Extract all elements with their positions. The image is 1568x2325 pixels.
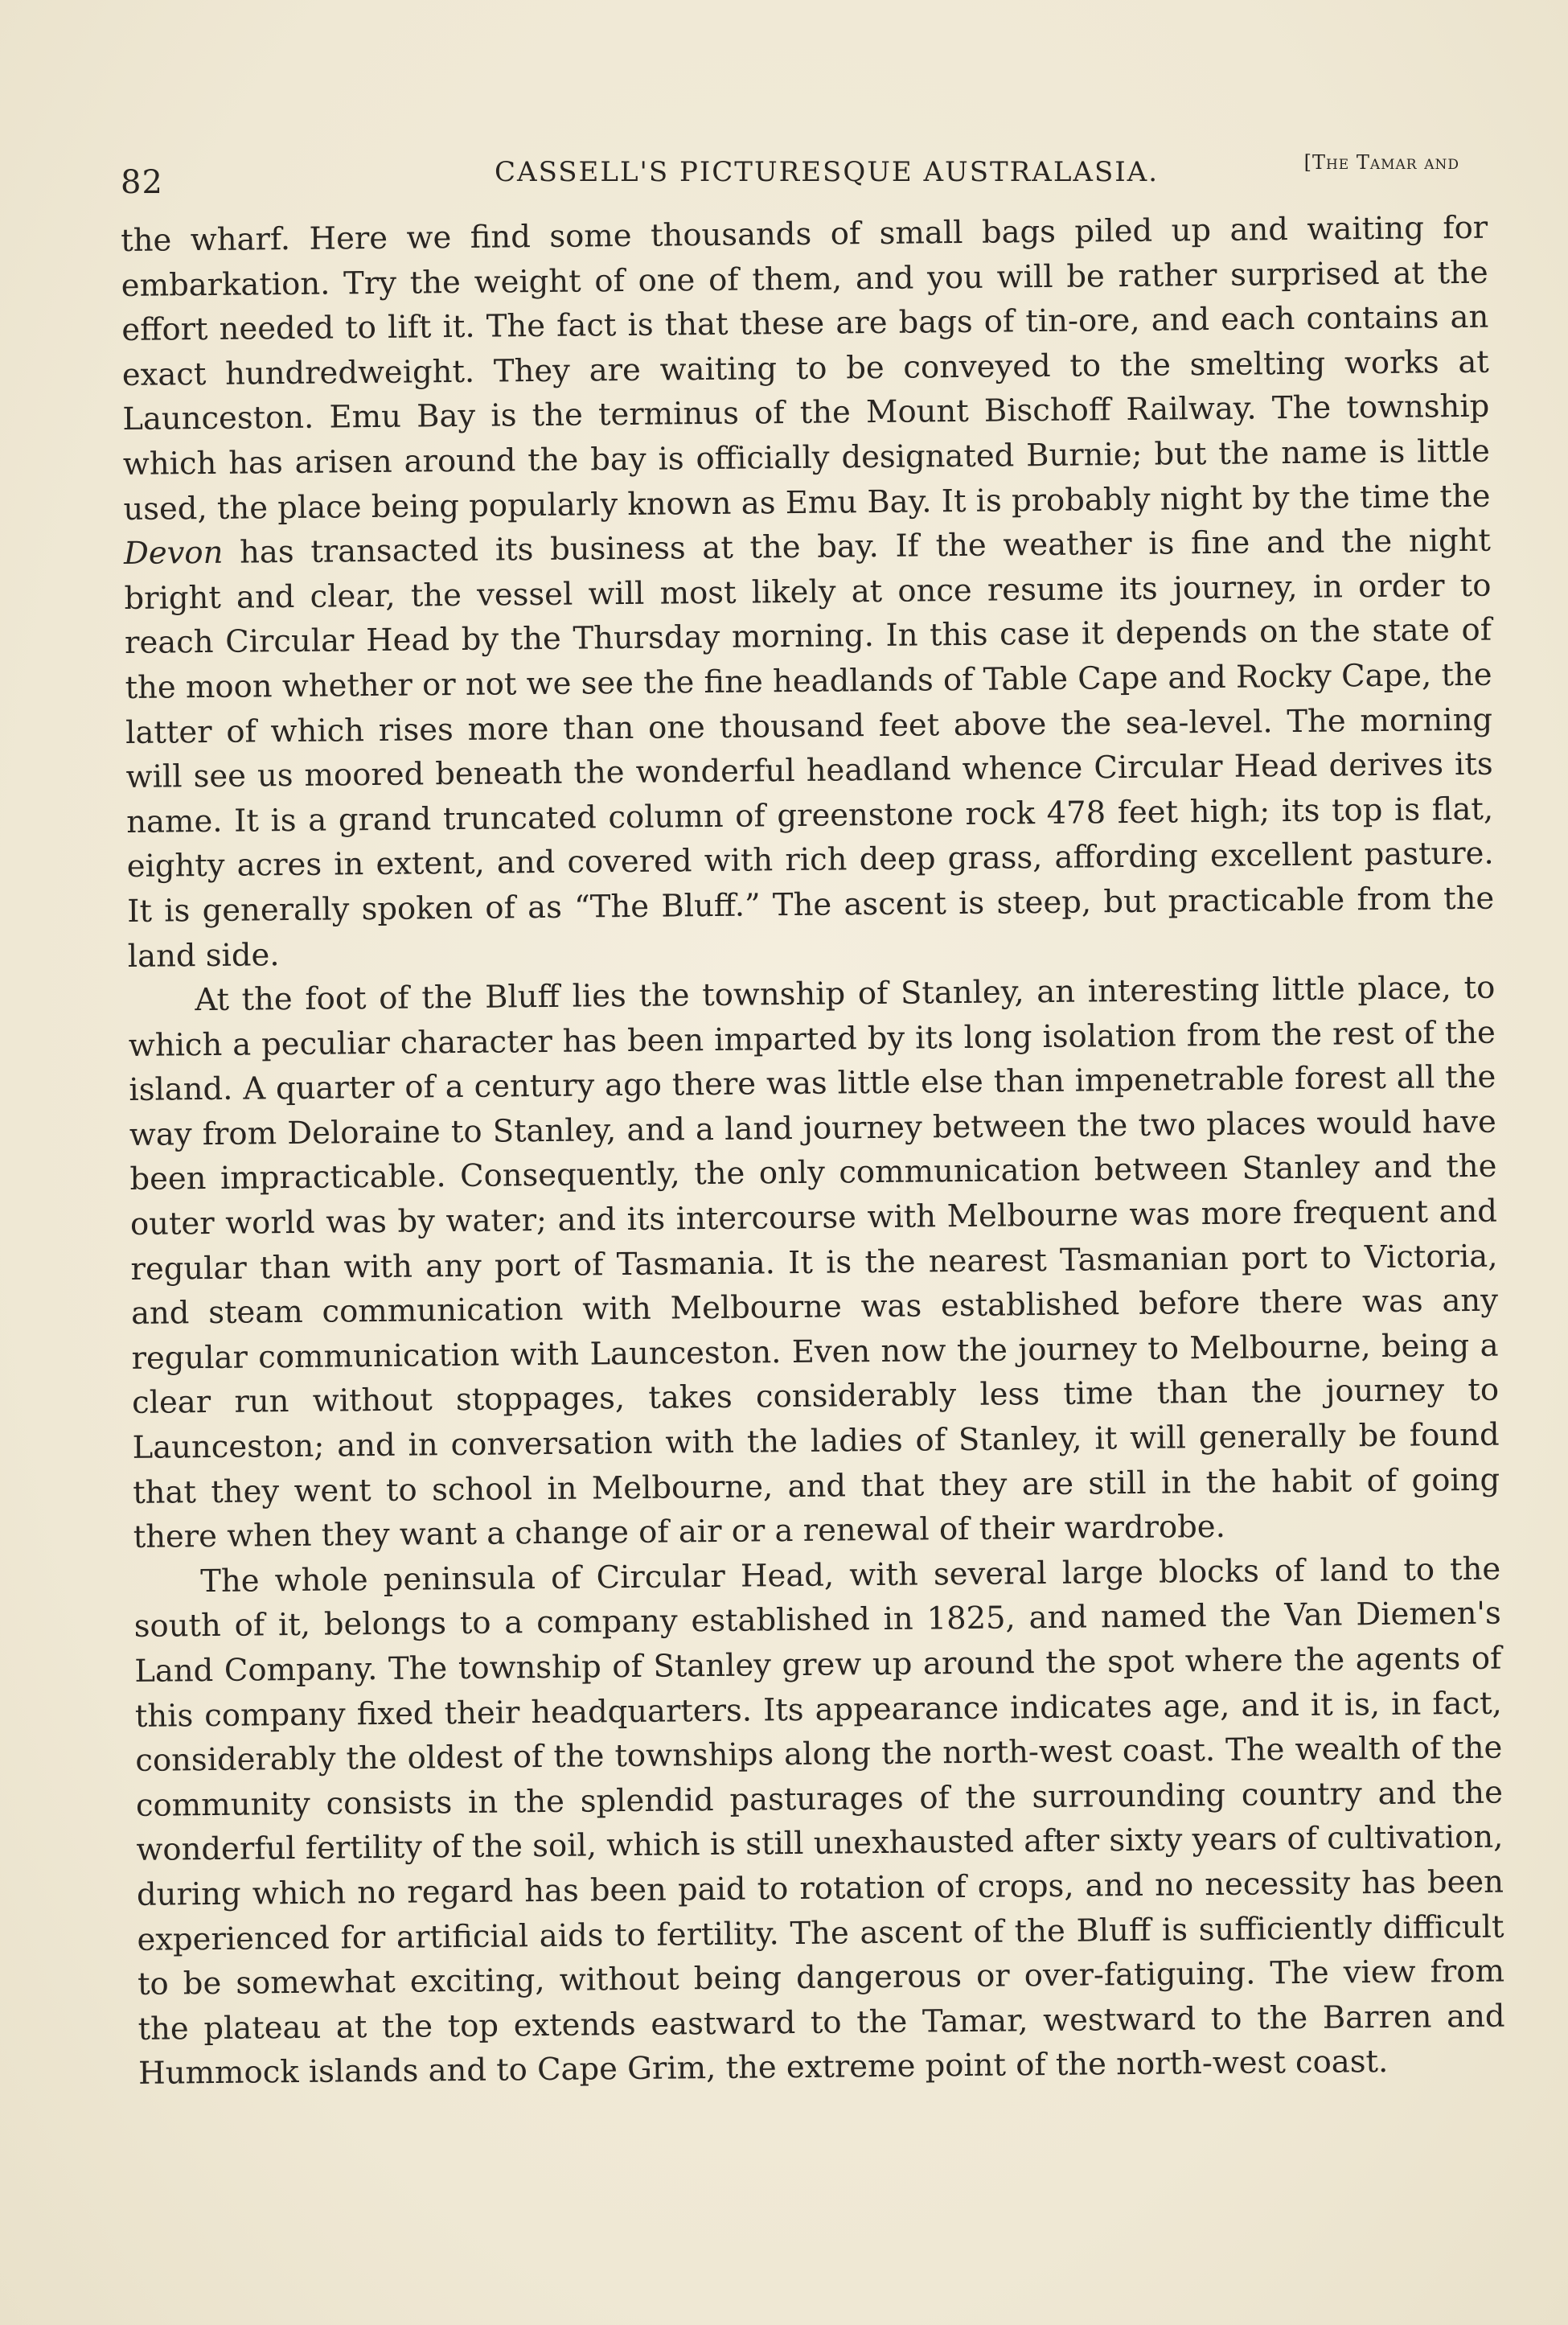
paragraph-3: The whole peninsula of Circular Head, with several large blocks of land to the south of it, belongs to a company established in 1825, and named the Van Diemen's Land Company. The township of Stanley grew up around the spot where the agents of this company fixed their headquarters. Its appearance indicates age, and it is, in fact, considerably the oldest of the townships along the north-west coast. The wealth of the community consists in the splendid pasturages of the surrounding country and the wonderful fertility of the soil, which is still unexhausted after sixty years of cultivation, during which no regard has been paid to rotation of crops, and no necessity has been experienced for artificial aids to fertility. The ascent of the Bluff is sufficiently difficult to be somewhat exciting, without being dangerous or over-fatiguing. The view from the plateau at the top extends eastward to the Tamar, westward to the Barren and Hummock islands and to Cape Grim, the extreme point of the north-west coast. <box>133 1551 1505 2093</box>
paragraph-1 <box>121 206 1495 979</box>
body-text <box>121 206 1505 2097</box>
running-title: CASSELL'S PICTURESQUE AUSTRALASIA. <box>495 156 1160 188</box>
page-number: 82 <box>121 164 163 201</box>
ship-name-devon: Devon <box>123 534 224 573</box>
page-header <box>121 143 1459 199</box>
paragraph-1-text-after: has transacted its business at the bay. If the weather is fine and the night bright and clear, the vessel will most likely at once resume its journey, in order to reach Circular Head by the Thursday morning. In this case it depends on the state of the moon whether or not we see the fine headlands of Table Cape and Rocky Cape, the latter of which rises more than one thousand feet above the sea-level. The morning will see us moored beneath the wonderful headland whence Circular Head derives its name. It is a grand truncated column of greenstone rock 478 feet high; its top is flat, eighty acres in extent, and covered with rich deep grass, affording excellent pasture. It is generally spoken of as “The Bluff.” The ascent is steep, but practicable from the land side. <box>124 522 1495 975</box>
paragraph-2: At the foot of the Bluff lies the township of Stanley, an interesting little place, to which a peculiar character has been imparted by its long isolation from the rest of the island. A quarter of a century ago there was little else than impenetrable forest all the way from Deloraine to Stanley, and a land journey between the two places would have been impracticable. Consequently, the only communication between Stanley and the outer world was by water; and its intercourse with Melbourne was more frequent and regular than with any port of Tasmania. It is the nearest Tasmanian port to Victoria, and steam communication with Melbourne was established before there was any regular communication with Launceston. Even now the journey to Melbourne, being a clear run without stoppages, takes considerably less time than the journey to Launceston; and in conversation with the ladies of Stanley, it will generally be found that they went to school in Melbourne, and that they are still in the habit of going there when they want a change of air or a renewal of their wardrobe. <box>128 969 1500 1556</box>
paragraph-1-text-before: the wharf. Here we find some thousands of small bags piled up and waiting for embarkation. Try the weight of one of them, and you will be rather surprised at the effort needed to lift it. The fact is that these are bags of tin-ore, and each contains an exact hundredweight. They are waiting to be conveyed to the smelting works at Launceston. Emu Bay is the terminus of the Mount Bischoff Railway. The township which has arisen around the bay is officially designated Burnie; but the name is little used, the place being popularly known as Emu Bay. It is probably night by the time the <box>121 209 1491 528</box>
running-section: [The Tamar and <box>1303 151 1459 174</box>
